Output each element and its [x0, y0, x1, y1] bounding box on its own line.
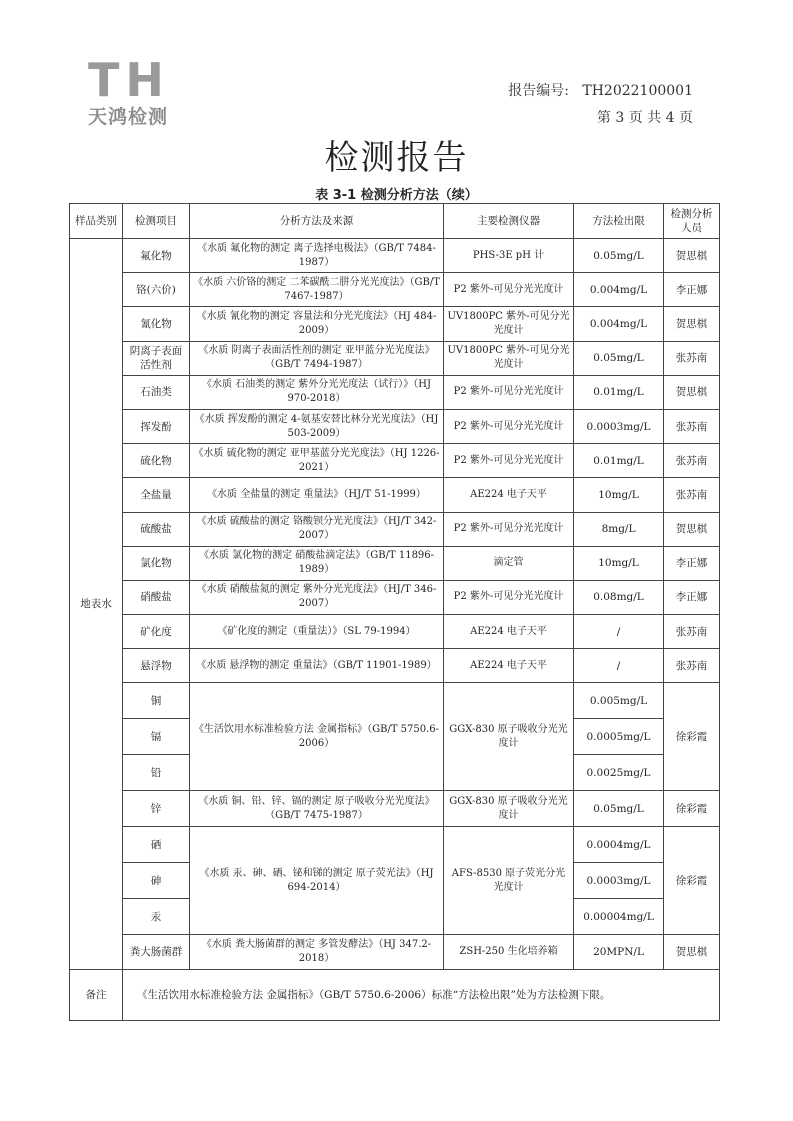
page-info: 第 3 页 共 4 页 [596, 110, 693, 126]
test-item: 悬浮物 [123, 649, 190, 683]
method-cell: 《水质 氰化物的测定 容量法和分光光度法》（HJ 484-2009） [190, 307, 444, 341]
detection-limit: 0.0003mg/L [574, 409, 664, 443]
method-cell: 《水质 氯化物的测定 硝酸盐滴定法》（GB/T 11896-1989） [190, 546, 444, 580]
test-item: 氯化物 [123, 546, 190, 580]
method-cell: 《生活饮用水标准检验方法 金属指标》（GB/T 5750.6-2006） [190, 683, 444, 791]
test-item: 铬(六价) [123, 273, 190, 307]
test-item: 锌 [123, 791, 190, 827]
instrument-cell: GGX-830 原子吸收分光光度计 [444, 683, 574, 791]
detection-limit: 0.01mg/L [574, 375, 664, 409]
method-cell: 《水质 阴离子表面活性剂的测定 亚甲蓝分光光度法》（GB/T 7494-1987） [190, 341, 444, 375]
table-row [70, 546, 720, 580]
analyst-cell: 张苏南 [664, 478, 720, 512]
analyst-cell: 徐彩霞 [664, 791, 720, 827]
test-item: 氰化物 [123, 307, 190, 341]
detection-limit: 0.005mg/L [574, 683, 664, 719]
table-row [70, 478, 720, 512]
sample-category: 地表水 [70, 239, 123, 970]
instrument-cell: GGX-830 原子吸收分光光度计 [444, 791, 574, 827]
test-item: 氟化物 [123, 239, 190, 273]
analyst-cell: 贺思棋 [664, 239, 720, 273]
detection-limit: / [574, 615, 664, 649]
detection-limit: 8mg/L [574, 512, 664, 546]
report-number-label: 报告编号: [508, 83, 570, 99]
test-item: 硫化物 [123, 444, 190, 478]
detection-limit: 0.05mg/L [574, 791, 664, 827]
method-cell: 《水质 挥发酚的测定 4-氨基安替比林分光光度法》（HJ 503-2009） [190, 409, 444, 443]
detection-limit: 0.0004mg/L [574, 827, 664, 863]
note-label: 备注 [70, 969, 123, 1020]
column-header: 方法检出限 [574, 204, 664, 239]
report-number [508, 80, 693, 100]
logo-company-name: 天鸿检测 [88, 106, 169, 128]
detection-limit: 0.05mg/L [574, 239, 664, 273]
instrument-cell: ZSH-250 生化培养箱 [444, 935, 574, 969]
analyst-cell: 贺思棋 [664, 375, 720, 409]
note-text: 《生活饮用水标准检验方法 金属指标》（GB/T 5750.6-2006）标准“方法检出限”处为方法检测下限。 [123, 969, 720, 1020]
instrument-cell: AE224 电子天平 [444, 615, 574, 649]
analyst-cell: 张苏南 [664, 615, 720, 649]
test-item: 镉 [123, 719, 190, 755]
report-number-value: TH2022100001 [582, 83, 693, 99]
table-row [70, 375, 720, 409]
instrument-cell: AE224 电子天平 [444, 649, 574, 683]
test-item: 全盐量 [123, 478, 190, 512]
instrument-cell: 滴定管 [444, 546, 574, 580]
analyst-cell: 张苏南 [664, 409, 720, 443]
method-cell: 《水质 硫化物的测定 亚甲基蓝分光光度法》（HJ 1226-2021） [190, 444, 444, 478]
test-item: 硒 [123, 827, 190, 863]
method-cell: 《水质 悬浮物的测定 重量法》（GB/T 11901-1989） [190, 649, 444, 683]
instrument-cell: P2 紫外-可见分光光度计 [444, 375, 574, 409]
test-item: 粪大肠菌群 [123, 935, 190, 969]
detection-limit: 0.0025mg/L [574, 755, 664, 791]
column-header: 样品类别 [70, 204, 123, 239]
instrument-cell: UV1800PC 紫外-可见分光光度计 [444, 341, 574, 375]
table-row [70, 649, 720, 683]
method-cell: 《水质 汞、砷、硒、铋和锑的测定 原子荧光法》（HJ 694-2014） [190, 827, 444, 935]
test-item: 阴离子表面活性剂 [123, 341, 190, 375]
method-cell: 《水质 硝酸盐氮的测定 紫外分光光度法》（HJ/T 346-2007） [190, 580, 444, 614]
test-item: 石油类 [123, 375, 190, 409]
table-caption: 表 3-1 检测分析方法（续） [315, 188, 478, 203]
method-cell: 《矿化度的测定（重量法）》（SL 79-1994） [190, 615, 444, 649]
table-row [70, 239, 720, 273]
column-header: 分析方法及来源 [190, 204, 444, 239]
instrument-cell: AFS-8530 原子荧光分光光度计 [444, 827, 574, 935]
instrument-cell: P2 紫外-可见分光光度计 [444, 273, 574, 307]
method-cell: 《水质 六价铬的测定 二苯碳酰二肼分光光度法》（GB/T 7467-1987） [190, 273, 444, 307]
test-item: 铅 [123, 755, 190, 791]
instrument-cell: PHS-3E pH 计 [444, 239, 574, 273]
company-logo [88, 53, 204, 128]
detection-limit: 0.01mg/L [574, 444, 664, 478]
analyst-cell: 张苏南 [664, 444, 720, 478]
test-item: 矿化度 [123, 615, 190, 649]
detection-limit: / [574, 649, 664, 683]
detection-limit: 0.004mg/L [574, 273, 664, 307]
table-row [70, 827, 720, 863]
test-item: 硝酸盐 [123, 580, 190, 614]
analyst-cell: 张苏南 [664, 341, 720, 375]
method-cell: 《水质 硫酸盐的测定 铬酸钡分光光度法》（HJ/T 342-2007） [190, 512, 444, 546]
instrument-cell: UV1800PC 紫外-可见分光光度计 [444, 307, 574, 341]
table-header-row [70, 204, 720, 239]
test-item: 汞 [123, 899, 190, 935]
table-row [70, 273, 720, 307]
note-row [70, 969, 720, 1020]
method-cell: 《水质 全盐量的测定 重量法》（HJ/T 51-1999） [190, 478, 444, 512]
detection-limit: 20MPN/L [574, 935, 664, 969]
test-item: 铜 [123, 683, 190, 719]
table-row [70, 791, 720, 827]
table-row [70, 683, 720, 719]
test-item: 挥发酚 [123, 409, 190, 443]
column-header: 检测分析人员 [664, 204, 720, 239]
detection-limit: 0.05mg/L [574, 341, 664, 375]
logo-letters: TH [88, 53, 170, 107]
analyst-cell: 贺思棋 [664, 307, 720, 341]
analyst-cell: 贺思棋 [664, 512, 720, 546]
table-row [70, 935, 720, 969]
methods-table [69, 203, 720, 1021]
detection-limit: 0.08mg/L [574, 580, 664, 614]
test-item: 硫酸盐 [123, 512, 190, 546]
table-row [70, 615, 720, 649]
analyst-cell: 李正娜 [664, 546, 720, 580]
table-row [70, 307, 720, 341]
detection-limit: 10mg/L [574, 546, 664, 580]
detection-limit: 0.0005mg/L [574, 719, 664, 755]
instrument-cell: AE224 电子天平 [444, 478, 574, 512]
analyst-cell: 张苏南 [664, 649, 720, 683]
method-cell: 《水质 石油类的测定 紫外分光光度法（试行）》（HJ 970-2018） [190, 375, 444, 409]
analyst-cell: 贺思棋 [664, 935, 720, 969]
method-cell: 《水质 氟化物的测定 离子选择电极法》（GB/T 7484-1987） [190, 239, 444, 273]
detection-limit: 0.00004mg/L [574, 899, 664, 935]
page-title: 检测报告 [324, 138, 469, 178]
method-cell: 《水质 铜、铅、锌、镉的测定 原子吸收分光光度法》（GB/T 7475-1987） [190, 791, 444, 827]
instrument-cell: P2 紫外-可见分光光度计 [444, 444, 574, 478]
table-row [70, 409, 720, 443]
column-header: 主要检测仪器 [444, 204, 574, 239]
table-row [70, 341, 720, 375]
method-cell: 《水质 粪大肠菌群的测定 多管发酵法》（HJ 347.2-2018） [190, 935, 444, 969]
instrument-cell: P2 紫外-可见分光光度计 [444, 409, 574, 443]
analyst-cell: 徐彩霞 [664, 683, 720, 791]
analyst-cell: 徐彩霞 [664, 827, 720, 935]
table-row [70, 580, 720, 614]
table-row [70, 512, 720, 546]
detection-limit: 0.004mg/L [574, 307, 664, 341]
column-header: 检测项目 [123, 204, 190, 239]
analyst-cell: 李正娜 [664, 580, 720, 614]
test-item: 砷 [123, 863, 190, 899]
analyst-cell: 李正娜 [664, 273, 720, 307]
table-row [70, 444, 720, 478]
instrument-cell: P2 紫外-可见分光光度计 [444, 512, 574, 546]
detection-limit: 0.0003mg/L [574, 863, 664, 899]
instrument-cell: P2 紫外-可见分光光度计 [444, 580, 574, 614]
detection-limit: 10mg/L [574, 478, 664, 512]
